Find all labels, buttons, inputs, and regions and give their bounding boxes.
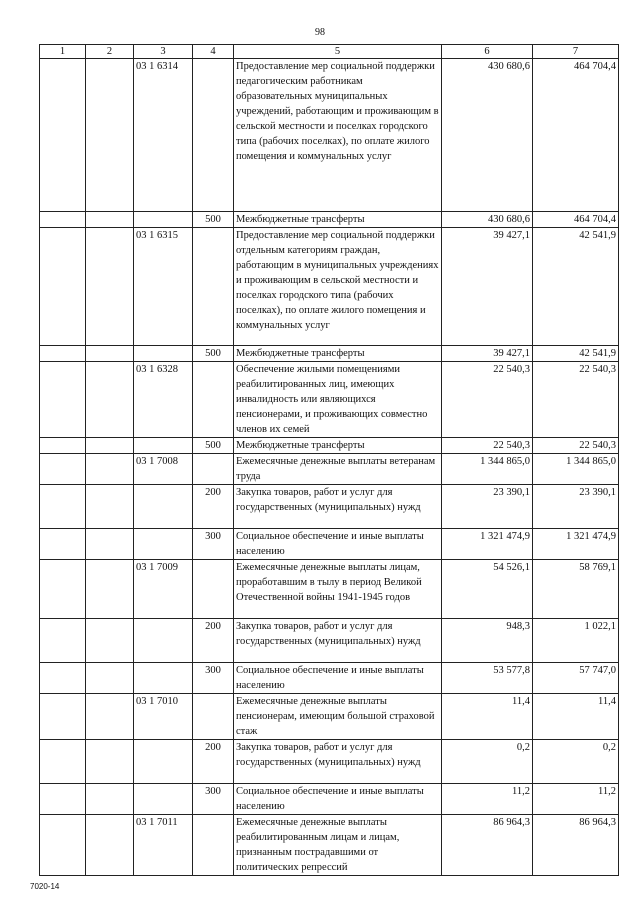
cell-col-4: 200 [193, 619, 234, 663]
cell-col-1 [40, 346, 86, 362]
cell-col-7: 11,2 [533, 784, 619, 815]
cell-col-1 [40, 619, 86, 663]
cell-col-6: 1 321 474,9 [442, 529, 533, 560]
table-row [40, 362, 619, 438]
cell-col-6: 22 540,3 [442, 438, 533, 454]
cell-col-2 [86, 694, 134, 740]
column-header-2: 2 [86, 45, 134, 59]
cell-col-7: 23 390,1 [533, 485, 619, 529]
cell-col-5: Межбюджетные трансферты [234, 438, 442, 454]
table-row [40, 529, 619, 560]
cell-col-1 [40, 228, 86, 346]
cell-col-4 [193, 454, 234, 485]
cell-col-2 [86, 362, 134, 438]
cell-col-7: 11,4 [533, 694, 619, 740]
column-header-4: 4 [193, 45, 234, 59]
budget-table [39, 44, 619, 876]
cell-col-5: Предоставление мер социальной поддержки педагогическим работникам образовательных муниципальных учреждений, работающим и проживающим в сельской местности и поселках городского типа (рабочих поселках), по оплате жилого помещения и коммунальных услуг [234, 59, 442, 212]
cell-col-2 [86, 212, 134, 228]
cell-col-1 [40, 59, 86, 212]
cell-col-2 [86, 346, 134, 362]
cell-col-4: 500 [193, 346, 234, 362]
cell-col-3: 03 1 6314 [134, 59, 193, 212]
cell-col-7: 86 964,3 [533, 815, 619, 876]
cell-col-1 [40, 212, 86, 228]
cell-col-6: 39 427,1 [442, 346, 533, 362]
cell-col-6: 0,2 [442, 740, 533, 784]
cell-col-5: Социальное обеспечение и иные выплаты населению [234, 529, 442, 560]
table-row [40, 694, 619, 740]
cell-col-6: 1 344 865,0 [442, 454, 533, 485]
cell-col-1 [40, 560, 86, 619]
cell-col-4: 500 [193, 438, 234, 454]
table-row [40, 346, 619, 362]
cell-col-5: Межбюджетные трансферты [234, 212, 442, 228]
cell-col-5: Социальное обеспечение и иные выплаты населению [234, 663, 442, 694]
cell-col-5: Закупка товаров, работ и услуг для государственных (муниципальных) нужд [234, 485, 442, 529]
cell-col-2 [86, 815, 134, 876]
cell-col-6: 39 427,1 [442, 228, 533, 346]
cell-col-3 [134, 438, 193, 454]
cell-col-1 [40, 485, 86, 529]
cell-col-4 [193, 228, 234, 346]
column-header-6: 6 [442, 45, 533, 59]
cell-col-4: 200 [193, 485, 234, 529]
cell-col-7: 58 769,1 [533, 560, 619, 619]
column-header-3: 3 [134, 45, 193, 59]
cell-col-3: 03 1 7010 [134, 694, 193, 740]
table-row [40, 228, 619, 346]
cell-col-7: 1 321 474,9 [533, 529, 619, 560]
cell-col-1 [40, 694, 86, 740]
cell-col-6: 948,3 [442, 619, 533, 663]
cell-col-5: Социальное обеспечение и иные выплаты населению [234, 784, 442, 815]
cell-col-5: Ежемесячные денежные выплаты реабилитированным лицам и лицам, признанным пострадавшими от политических репрессий [234, 815, 442, 876]
cell-col-4: 200 [193, 740, 234, 784]
cell-col-3 [134, 784, 193, 815]
cell-col-5: Предоставление мер социальной поддержки отдельным категориям граждан, работающим в муниципальных учреждениях и проживающим в сельской местности и поселках городского типа (рабочих поселках), по оплате жилого помещения и коммунальных услуг [234, 228, 442, 346]
cell-col-5: Ежемесячные денежные выплаты пенсионерам, имеющим большой страховой стаж [234, 694, 442, 740]
table-row [40, 815, 619, 876]
cell-col-2 [86, 485, 134, 529]
cell-col-4 [193, 59, 234, 212]
cell-col-3 [134, 212, 193, 228]
cell-col-6: 22 540,3 [442, 362, 533, 438]
table-row [40, 663, 619, 694]
table-row [40, 454, 619, 485]
cell-col-5: Закупка товаров, работ и услуг для государственных (муниципальных) нужд [234, 619, 442, 663]
table-row [40, 212, 619, 228]
table-row [40, 619, 619, 663]
cell-col-7: 42 541,9 [533, 228, 619, 346]
cell-col-3 [134, 740, 193, 784]
cell-col-2 [86, 59, 134, 212]
cell-col-2 [86, 663, 134, 694]
cell-col-4: 300 [193, 663, 234, 694]
table-row [40, 59, 619, 212]
cell-col-7: 22 540,3 [533, 438, 619, 454]
cell-col-1 [40, 815, 86, 876]
cell-col-1 [40, 529, 86, 560]
cell-col-6: 11,4 [442, 694, 533, 740]
cell-col-1 [40, 454, 86, 485]
column-header-1: 1 [40, 45, 86, 59]
cell-col-4 [193, 362, 234, 438]
cell-col-1 [40, 663, 86, 694]
cell-col-7: 1 022,1 [533, 619, 619, 663]
cell-col-6: 54 526,1 [442, 560, 533, 619]
cell-col-7: 464 704,4 [533, 212, 619, 228]
cell-col-4 [193, 560, 234, 619]
table-row [40, 438, 619, 454]
table-header-row [40, 45, 619, 59]
cell-col-6: 430 680,6 [442, 212, 533, 228]
cell-col-5: Ежемесячные денежные выплаты лицам, проработавшим в тылу в период Великой Отечественной войны 1941-1945 годов [234, 560, 442, 619]
cell-col-4: 300 [193, 784, 234, 815]
cell-col-7: 57 747,0 [533, 663, 619, 694]
column-header-7: 7 [533, 45, 619, 59]
cell-col-7: 22 540,3 [533, 362, 619, 438]
cell-col-6: 11,2 [442, 784, 533, 815]
cell-col-2 [86, 619, 134, 663]
cell-col-3 [134, 619, 193, 663]
cell-col-6: 23 390,1 [442, 485, 533, 529]
cell-col-2 [86, 529, 134, 560]
cell-col-2 [86, 228, 134, 346]
cell-col-3 [134, 346, 193, 362]
cell-col-4 [193, 694, 234, 740]
cell-col-7: 464 704,4 [533, 59, 619, 212]
cell-col-4 [193, 815, 234, 876]
cell-col-4: 300 [193, 529, 234, 560]
cell-col-3 [134, 663, 193, 694]
cell-col-6: 86 964,3 [442, 815, 533, 876]
cell-col-1 [40, 438, 86, 454]
cell-col-2 [86, 438, 134, 454]
cell-col-3: 03 1 7011 [134, 815, 193, 876]
cell-col-6: 53 577,8 [442, 663, 533, 694]
cell-col-1 [40, 784, 86, 815]
cell-col-5: Закупка товаров, работ и услуг для государственных (муниципальных) нужд [234, 740, 442, 784]
cell-col-7: 1 344 865,0 [533, 454, 619, 485]
cell-col-3: 03 1 7008 [134, 454, 193, 485]
cell-col-7: 0,2 [533, 740, 619, 784]
cell-col-2 [86, 784, 134, 815]
cell-col-3: 03 1 6328 [134, 362, 193, 438]
cell-col-7: 42 541,9 [533, 346, 619, 362]
cell-col-3 [134, 485, 193, 529]
cell-col-3: 03 1 7009 [134, 560, 193, 619]
column-header-5: 5 [234, 45, 442, 59]
cell-col-5: Обеспечение жилыми помещениями реабилитированных лиц, имеющих инвалидность или являющихся пенсионерами, и проживающих совместно членов их семей [234, 362, 442, 438]
table-row [40, 784, 619, 815]
cell-col-2 [86, 560, 134, 619]
cell-col-2 [86, 740, 134, 784]
cell-col-3: 03 1 6315 [134, 228, 193, 346]
page-number: 98 [315, 27, 325, 38]
table-row [40, 560, 619, 619]
cell-col-1 [40, 362, 86, 438]
cell-col-5: Ежемесячные денежные выплаты ветеранам труда [234, 454, 442, 485]
cell-col-2 [86, 454, 134, 485]
cell-col-1 [40, 740, 86, 784]
cell-col-3 [134, 529, 193, 560]
cell-col-5: Межбюджетные трансферты [234, 346, 442, 362]
table-row [40, 485, 619, 529]
cell-col-4: 500 [193, 212, 234, 228]
cell-col-6: 430 680,6 [442, 59, 533, 212]
table-row [40, 740, 619, 784]
footer-code: 7020-14 [30, 882, 60, 891]
